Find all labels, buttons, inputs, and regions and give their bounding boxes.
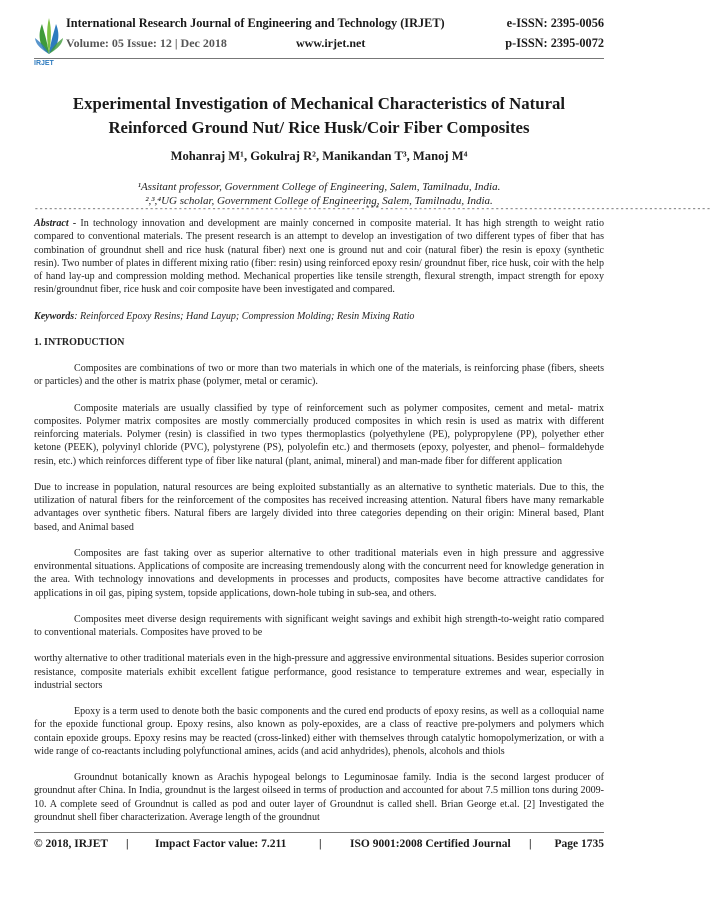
abstract-text: In technology innovation and development are mainly concerned in composite material. It has high strength to weight ratio compared to conventional materials. The present research is an attempt to develop an investigation of two different types of fiber that has combination of groundnut shell and rice husk (natural fiber) next one is ground nut and coir (natural fiber) the resin is epoxy (synthetic resin). Two number of plates in different mixing ratio (fiber: resin) using reinforced epoxy resin/ groundnut fiber, rice husk, coir with the help of hand lay-up and compression molding method. Mechanical properties like tensile strength, flexural strength, impact strength for epoxy resin/groundnut fiber, rice husk and coir composite have been investigated and compared. <box>34 218 604 296</box>
title-line-2: Reinforced Ground Nut/ Rice Husk/Coir Fiber Composites <box>108 118 530 137</box>
keywords-label: Keywords <box>34 310 75 322</box>
paragraph: Composite materials are usually classified by type of reinforcement such as polymer composites, cement and metal- matrix composites. Polymer matrix composites are mostly commercially produced composites in which resin is used as matrix with different reinforcing materials. Polymer (resin) is classified in two types thermoplastics (polyethylene (PE), polypropylene (PP), polyether ether ketone (PEEK), polyvinyl chloride (PVC), polystyrene (PS), polyolefin etc.) and thermosets (epoxy, polyester, and phenol– formaldehyde resin, etc.) which reinforces different type of fiber like natural (plant, animal, mineral) and man-made fiber for different application <box>34 402 604 467</box>
irjet-logo <box>34 14 64 58</box>
author-list: Mohanraj M¹, Gokulraj R², Manikandan T³, Manoj M⁴ <box>170 149 468 163</box>
footer-separator: | <box>529 838 532 850</box>
paper-body <box>34 217 604 824</box>
title-line-1: Experimental Investigation of Mechanical Characteristics of Natural <box>72 94 566 113</box>
keywords-text: : Reinforced Epoxy Resins; Hand Layup; Compression Molding; Resin Mixing Ratio <box>74 310 415 322</box>
footer-separator: | <box>126 838 129 850</box>
affiliation-2: ²,³,⁴UG scholar, Government College of Engineering, Salem, Tamilnadu, India. <box>145 195 493 207</box>
keywords <box>34 310 604 323</box>
footer-separator: | <box>319 838 322 850</box>
volume-issue: Volume: 05 Issue: 12 | Dec 2018 <box>66 36 227 50</box>
header-divider <box>34 58 604 59</box>
paragraph: Composites are fast taking over as superior alternative to other traditional materials even in high pressure and aggressive environmental situations. Applications of composite are increasing tremendously along with the concurrent need for knowledge generation in the area. With technology innovations and developments in processes and products, composites have become attractive candidates for applications in oil gas, piping system, topside applications, down-hole tubing in sub-sea, and others. <box>34 547 604 599</box>
paragraph: Groundnut botanically known as Arachis hypogeal belongs to Leguminosae family. India is the second largest producer of groundnut after China. In India, groundnut is the largest oilseed in terms of production and accounted for about 7.5 million tons during 2009-10. A complete seed of Groundnut is called as pod and outer layer of Groundnut is called shell. Brian George et.al. [2] Investigated the groundnut shell fiber characterization. Average length of the groundnut <box>34 772 604 823</box>
paragraph: Due to increase in population, natural resources are being exploited substantially as an alternative to synthetic materials. Due to this, the utilization of natural fibers for the reinforcement of the composites has received increasing attention. Natural fibers have many remarkable advantages over synthetic fibers. Natural fibers are largely divided into three categories depending on their origin: Mineral based, Plant based, and Animal based <box>34 481 604 533</box>
abstract <box>34 217 604 297</box>
website-link[interactable]: www.irjet.net <box>296 36 366 50</box>
footer-copyright: © 2018, IRJET <box>34 838 109 850</box>
e-issn: e-ISSN: 2395-0056 <box>506 16 604 30</box>
paragraph: Composites meet diverse design requirements with significant weight savings and exhibit high strength-to-weight ratio compared to conventional materials. Composites have proved to be <box>34 613 604 638</box>
journal-name: International Research Journal of Engineering and Technology (IRJET) <box>66 16 445 30</box>
abstract-label: Abstract - <box>34 218 77 229</box>
journal-header <box>34 14 604 70</box>
footer-divider <box>34 832 604 833</box>
footer-iso: ISO 9001:2008 Certified Journal <box>350 838 511 850</box>
logo-text: IRJET <box>34 60 54 67</box>
paper-title <box>40 92 598 140</box>
footer-impact-factor: Impact Factor value: 7.211 <box>155 838 287 850</box>
section-heading: 1. INTRODUCTION <box>34 336 125 348</box>
footer-page-number: Page 1735 <box>554 838 604 850</box>
paragraph: Composites are combinations of two or more than two materials in which one of the materials, is reinforcing phase (fibers, sheets or particles) and the other is matrix phase (polymer, metal or ceramic). <box>34 363 604 388</box>
p-issn: p-ISSN: 2395-0072 <box>505 36 604 50</box>
section-separator: ---------------------------------------------------------------------***--------------------------------------------------------------------- <box>34 205 711 214</box>
page-footer <box>34 838 604 854</box>
affiliation-1: ¹Assitant professor, Government College of Engineering, Salem, Tamilnadu, India. <box>137 181 501 193</box>
paragraph: Epoxy is a term used to denote both the basic components and the cured end products of epoxy resins, as well as a colloquial name for the epoxide functional group. Epoxy resins, also known as poly-epoxides, are a class of reactive pre-polymers and polymers which contain epoxide groups. Epoxy resins may be reacted (cross-linked) either with themselves through catalytic homopolymerization, or with a wide range of co-reactants including polyfunctional amines, acids (and acid anhydrides), phenols, alcohols and thiols <box>34 706 604 757</box>
paragraph: worthy alternative to other traditional materials even in the high-pressure and aggressive environmental situations. Besides superior corrosion resistance, composite materials exhibit excellent fatigue performance, good resistance to temperature extremes and wear, especially in industrial sectors <box>34 653 604 691</box>
